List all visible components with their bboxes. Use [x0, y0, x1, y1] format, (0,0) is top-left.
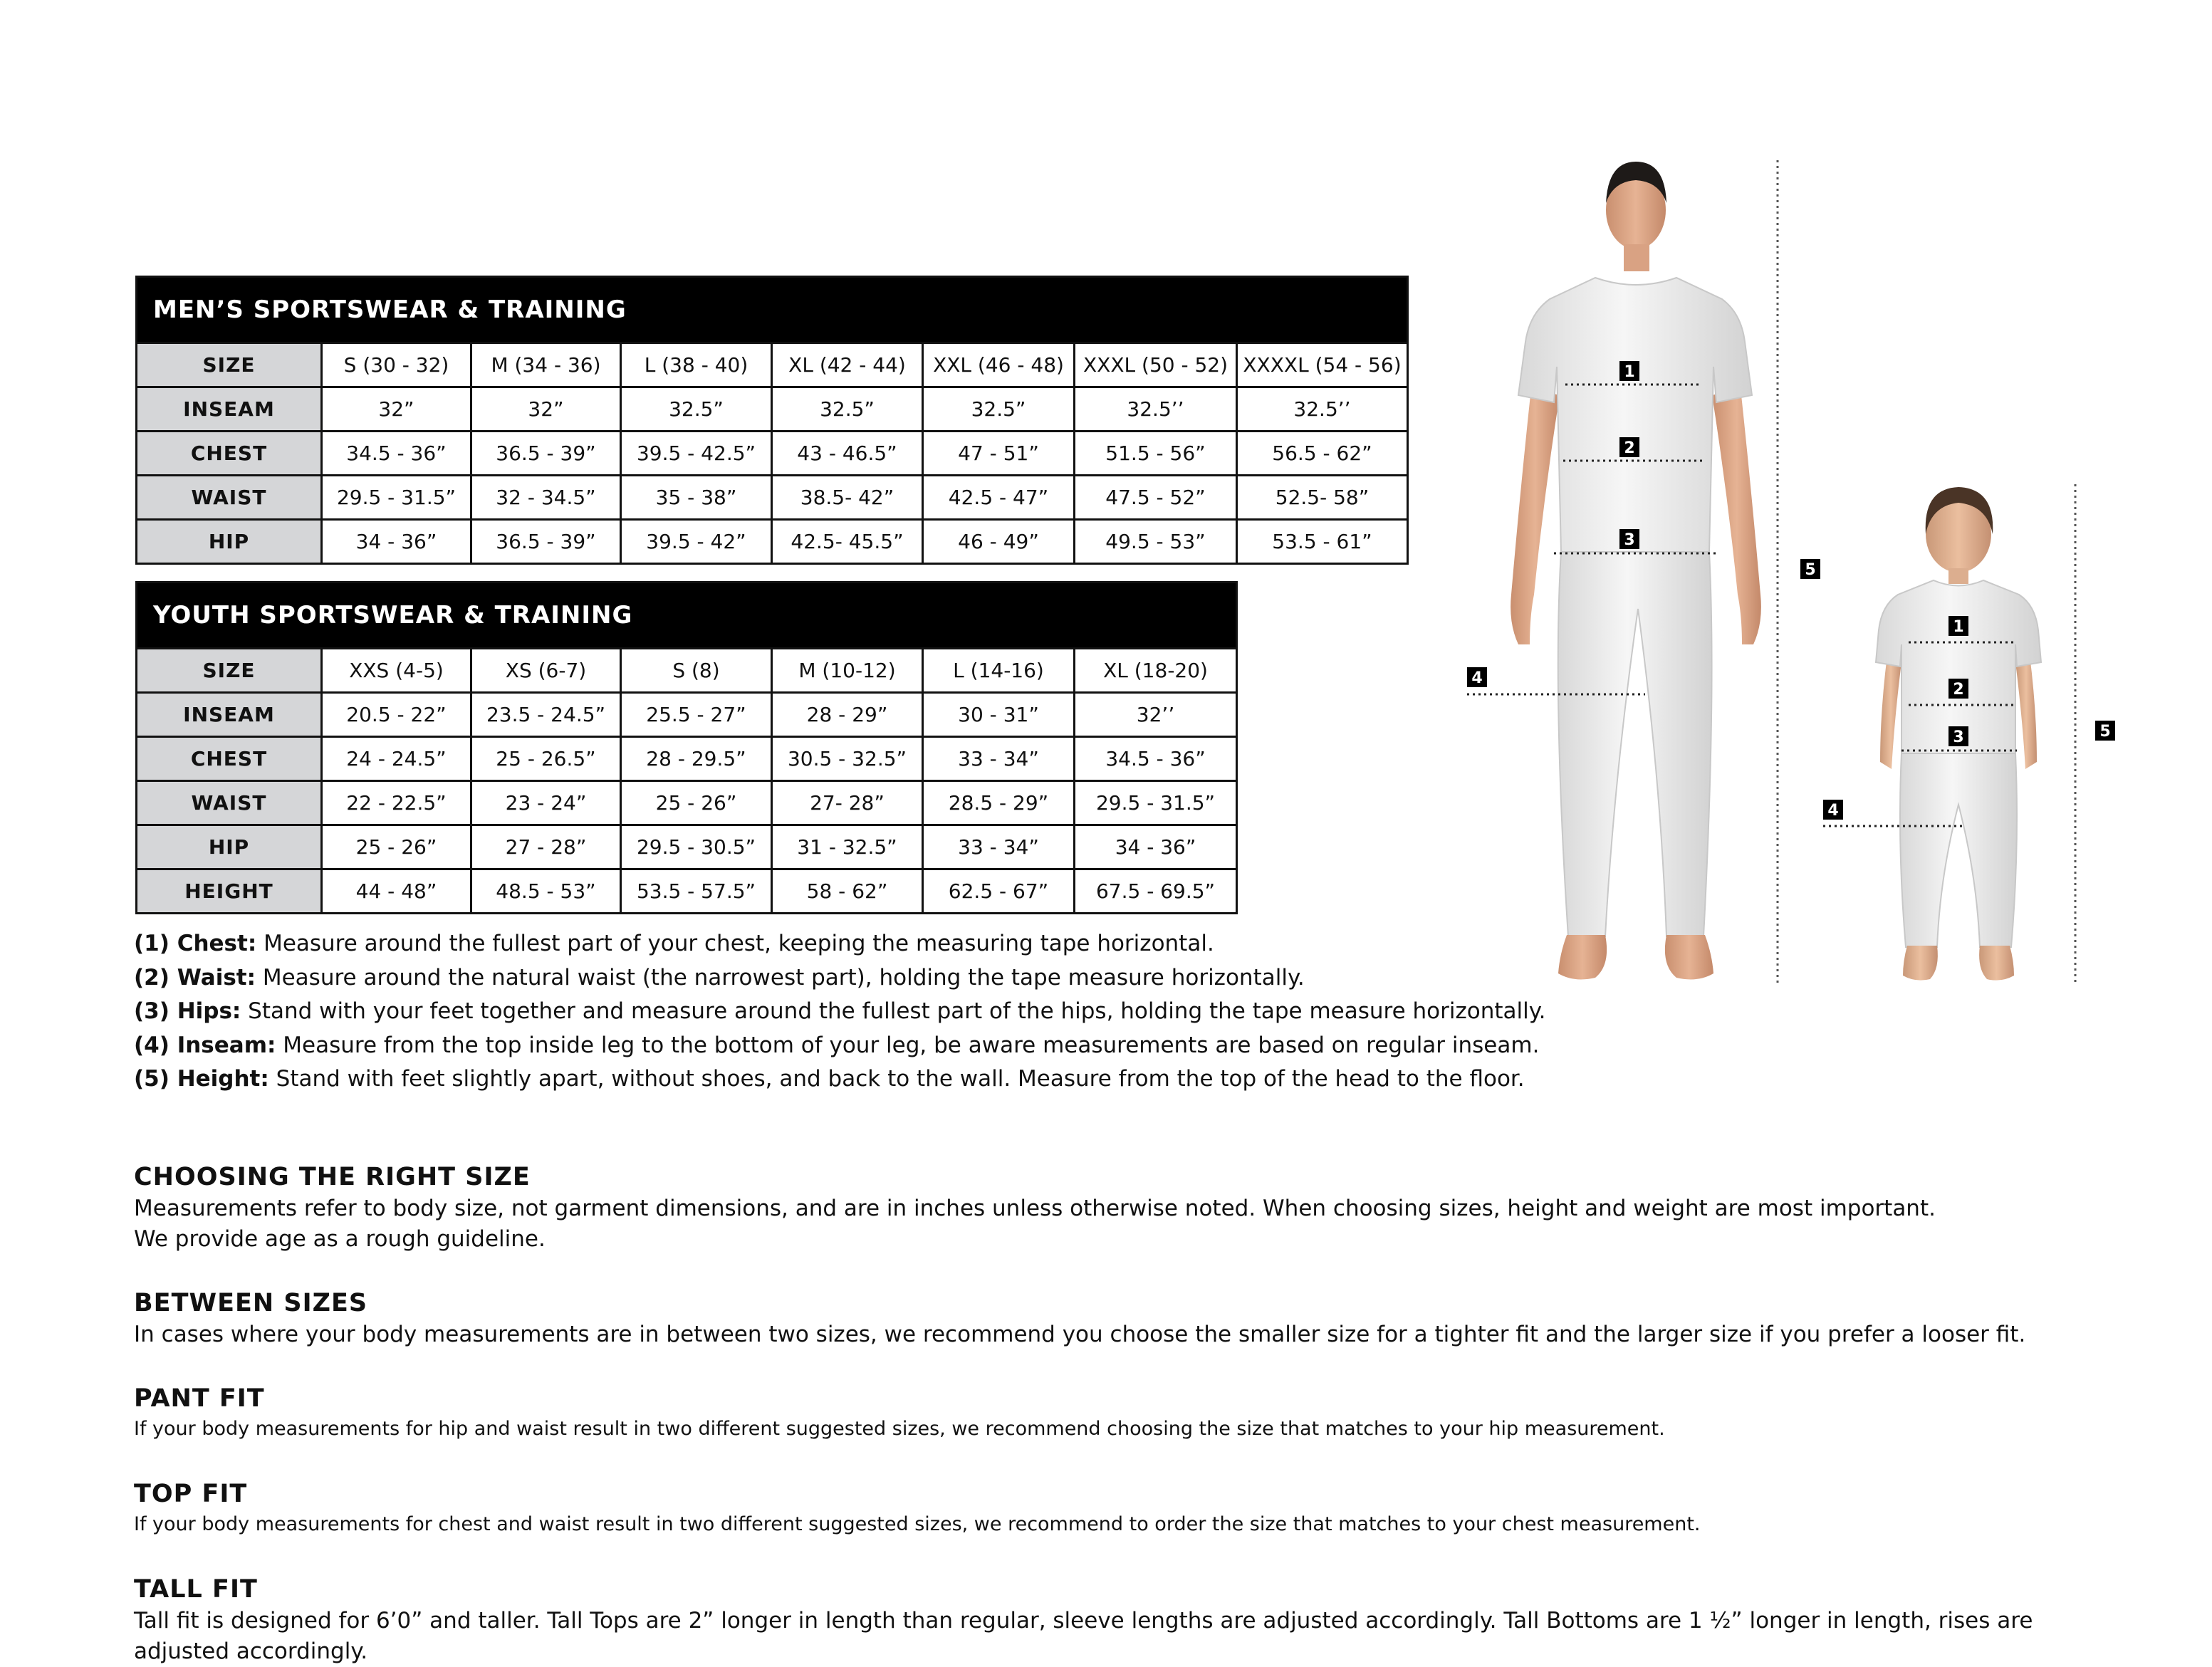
table-cell: 29.5 - 31.5”	[322, 476, 471, 520]
mens-row-chest	[137, 432, 1408, 476]
note-text: Measure around the natural waist (the narrowest part), holding the tape measure horizontally.	[256, 964, 1305, 991]
svg-text:3: 3	[1953, 728, 1964, 746]
row-header: SIZE	[137, 343, 322, 387]
table-cell: 27- 28”	[772, 781, 923, 825]
table-cell: 28.5 - 29”	[923, 781, 1075, 825]
table-cell: 49.5 - 53”	[1075, 520, 1237, 564]
table-cell: 30 - 31”	[923, 693, 1075, 737]
mens-row-size	[137, 343, 1408, 387]
table-cell: 53.5 - 57.5”	[621, 869, 772, 914]
svg-text:3: 3	[1624, 531, 1635, 549]
note-chest	[134, 927, 1546, 961]
table-cell: 48.5 - 53”	[471, 869, 621, 914]
table-cell: M (34 - 36)	[471, 343, 621, 387]
table-cell: 52.5- 58”	[1237, 476, 1408, 520]
child-feet	[1903, 946, 2014, 981]
row-header: HEIGHT	[137, 869, 322, 914]
table-cell: XL (42 - 44)	[772, 343, 923, 387]
section-title: CHOOSING THE RIGHT SIZE	[134, 1163, 531, 1191]
adult-head	[1606, 162, 1666, 271]
svg-text:1: 1	[1953, 618, 1964, 636]
youth-row-waist	[137, 781, 1237, 825]
table-cell: 20.5 - 22”	[322, 693, 471, 737]
table-cell: 43 - 46.5”	[772, 432, 923, 476]
table-cell: 67.5 - 69.5”	[1075, 869, 1237, 914]
note-height	[134, 1062, 1546, 1097]
table-cell: 22 - 22.5”	[322, 781, 471, 825]
adult-marker-waist	[1619, 437, 1639, 457]
row-header: HIP	[137, 520, 322, 564]
table-cell: M (10-12)	[772, 649, 923, 693]
table-cell: 38.5- 42”	[772, 476, 923, 520]
child-marker-waist	[1948, 679, 1968, 699]
svg-text:5: 5	[2099, 723, 2111, 741]
mens-size-table	[135, 276, 1409, 565]
table-cell: 32.5’’	[1237, 387, 1408, 432]
youth-row-inseam	[137, 693, 1237, 737]
svg-text:4: 4	[1827, 802, 1839, 820]
table-cell: L (38 - 40)	[621, 343, 772, 387]
adult-marker-hips	[1619, 529, 1639, 549]
youth-size-table	[135, 581, 1238, 914]
table-cell: 24 - 24.5”	[322, 737, 471, 781]
table-cell: 51.5 - 56”	[1075, 432, 1237, 476]
table-cell: 34 - 36”	[322, 520, 471, 564]
table-cell: 25 - 26”	[322, 825, 471, 869]
child-pants	[1900, 753, 2017, 947]
table-cell: 32 - 34.5”	[471, 476, 621, 520]
table-cell: 42.5- 45.5”	[772, 520, 923, 564]
section-title: BETWEEN SIZES	[134, 1289, 368, 1317]
row-header: CHEST	[137, 432, 322, 476]
svg-text:2: 2	[1953, 681, 1964, 699]
note-label: (4) Inseam:	[134, 1032, 276, 1058]
svg-text:2: 2	[1624, 439, 1635, 457]
adult-feet	[1558, 935, 1713, 979]
youth-row-height	[137, 869, 1237, 914]
note-label: (1) Chest:	[134, 931, 257, 956]
note-text: Measure from the top inside leg to the bottom of your leg, be aware measurements are based on regular inseam.	[276, 1032, 1540, 1058]
table-cell: 30.5 - 32.5”	[772, 737, 923, 781]
table-cell: 42.5 - 47”	[923, 476, 1075, 520]
row-header: SIZE	[137, 649, 322, 693]
section-text: In cases where your body measurements are in between two sizes, we recommend you choose the smaller size for a tighter fit and the larger size if you prefer a looser fit.	[134, 1322, 2026, 1347]
mens-row-waist	[137, 476, 1408, 520]
adult-marker-inseam	[1467, 667, 1487, 687]
section-text: Measurements refer to body size, not garment dimensions, and are in inches unless otherwise noted. When choosing sizes, height and weight are most important.	[134, 1196, 1936, 1221]
table-cell: 32.5”	[772, 387, 923, 432]
table-cell: 25.5 - 27”	[621, 693, 772, 737]
adult-marker-chest	[1619, 361, 1639, 381]
table-cell: 25 - 26.5”	[471, 737, 621, 781]
table-cell: 36.5 - 39”	[471, 432, 621, 476]
table-cell: 29.5 - 31.5”	[1075, 781, 1237, 825]
section-title: TOP FIT	[134, 1480, 248, 1508]
table-cell: 27 - 28”	[471, 825, 621, 869]
table-cell: L (14-16)	[923, 649, 1075, 693]
table-cell: 23 - 24”	[471, 781, 621, 825]
section-pant-fit	[134, 1382, 2099, 1443]
table-cell: 32’’	[1075, 693, 1237, 737]
table-cell: 28 - 29”	[772, 693, 923, 737]
table-cell: 33 - 34”	[923, 737, 1075, 781]
svg-text:5: 5	[1805, 561, 1816, 579]
child-marker-chest	[1948, 616, 1968, 636]
table-cell: 39.5 - 42”	[621, 520, 772, 564]
table-cell: 29.5 - 30.5”	[621, 825, 772, 869]
note-inseam	[134, 1029, 1546, 1063]
row-header: HIP	[137, 825, 322, 869]
row-header: WAIST	[137, 781, 322, 825]
child-marker-height	[2095, 721, 2115, 741]
row-header: INSEAM	[137, 693, 322, 737]
table-cell: 28 - 29.5”	[621, 737, 772, 781]
mens-row-inseam	[137, 387, 1408, 432]
row-header: INSEAM	[137, 387, 322, 432]
table-cell: 32.5’’	[1075, 387, 1237, 432]
table-cell: 33 - 34”	[923, 825, 1075, 869]
child-model-figure	[1809, 477, 2129, 990]
child-marker-hips	[1948, 726, 1968, 746]
table-cell: 31 - 32.5”	[772, 825, 923, 869]
note-text: Stand with your feet together and measure around the fullest part of the hips, holding the tape measure horizontally.	[241, 998, 1546, 1024]
svg-text:4: 4	[1471, 669, 1483, 687]
svg-text:1: 1	[1624, 363, 1635, 381]
child-head	[1926, 487, 1993, 584]
section-top-fit	[134, 1478, 2099, 1539]
section-between-sizes	[134, 1287, 2099, 1350]
table-cell: 25 - 26”	[621, 781, 772, 825]
youth-row-hip	[137, 825, 1237, 869]
section-tall-fit	[134, 1573, 2099, 1667]
table-cell: 34.5 - 36”	[322, 432, 471, 476]
note-label: (2) Waist:	[134, 964, 256, 991]
table-cell: 58 - 62”	[772, 869, 923, 914]
note-hips	[134, 995, 1546, 1029]
table-cell: 32”	[322, 387, 471, 432]
youth-row-size	[137, 649, 1237, 693]
section-text: Tall fit is designed for 6’0” and taller. Tall Tops are 2” longer in length than regular, sleeve lengths are adjusted accordingly. Tall Bottoms are 1 ½” longer in length, rises are	[134, 1608, 2033, 1634]
section-text: If your body measurements for hip and waist result in two different suggested sizes, we recommend choosing the size that matches to your hip measurement.	[134, 1418, 1665, 1440]
row-header: WAIST	[137, 476, 322, 520]
table-cell: S (30 - 32)	[322, 343, 471, 387]
section-text: We provide age as a rough guideline.	[134, 1226, 546, 1252]
section-text: adjusted accordingly.	[134, 1639, 368, 1664]
adult-model-figure	[1453, 153, 1852, 993]
table-cell: 32.5”	[923, 387, 1075, 432]
table-cell: 47 - 51”	[923, 432, 1075, 476]
table-cell: 62.5 - 67”	[923, 869, 1075, 914]
table-cell: 56.5 - 62”	[1237, 432, 1408, 476]
table-cell: 35 - 38”	[621, 476, 772, 520]
mens-table-title: MEN’S SPORTSWEAR & TRAINING	[137, 277, 1408, 343]
table-cell: XS (6-7)	[471, 649, 621, 693]
table-cell: 44 - 48”	[322, 869, 471, 914]
section-choosing-size	[134, 1161, 2099, 1255]
note-label: (5) Height:	[134, 1066, 269, 1092]
table-cell: 34.5 - 36”	[1075, 737, 1237, 781]
note-text: Measure around the fullest part of your chest, keeping the measuring tape horizontal.	[256, 931, 1214, 956]
table-cell: S (8)	[621, 649, 772, 693]
mens-row-hip	[137, 520, 1408, 564]
table-cell: XL (18-20)	[1075, 649, 1237, 693]
table-cell: 39.5 - 42.5”	[621, 432, 772, 476]
table-cell: 32”	[471, 387, 621, 432]
table-cell: 32.5”	[621, 387, 772, 432]
table-cell: 46 - 49”	[923, 520, 1075, 564]
child-marker-inseam	[1823, 800, 1843, 820]
note-text: Stand with feet slightly apart, without shoes, and back to the wall. Measure from the top of the head to the floor.	[268, 1066, 1525, 1092]
table-cell: XXXL (50 - 52)	[1075, 343, 1237, 387]
section-title: PANT FIT	[134, 1384, 265, 1413]
adult-pants	[1558, 552, 1712, 936]
note-waist	[134, 961, 1546, 996]
table-cell: XXL (46 - 48)	[923, 343, 1075, 387]
section-title: TALL FIT	[134, 1575, 258, 1604]
row-header: CHEST	[137, 737, 322, 781]
measurement-notes	[134, 927, 1546, 1097]
table-cell: 23.5 - 24.5”	[471, 693, 621, 737]
youth-table-title: YOUTH SPORTSWEAR & TRAINING	[137, 582, 1237, 649]
section-text: If your body measurements for chest and waist result in two different suggested sizes, we recommend to order the size that matches to your chest measurement.	[134, 1513, 1701, 1535]
table-cell: XXS (4-5)	[322, 649, 471, 693]
table-cell: 53.5 - 61”	[1237, 520, 1408, 564]
youth-row-chest	[137, 737, 1237, 781]
table-cell: 47.5 - 52”	[1075, 476, 1237, 520]
table-cell: 34 - 36”	[1075, 825, 1237, 869]
table-cell: XXXXL (54 - 56)	[1237, 343, 1408, 387]
table-cell: 36.5 - 39”	[471, 520, 621, 564]
note-label: (3) Hips:	[134, 998, 241, 1024]
